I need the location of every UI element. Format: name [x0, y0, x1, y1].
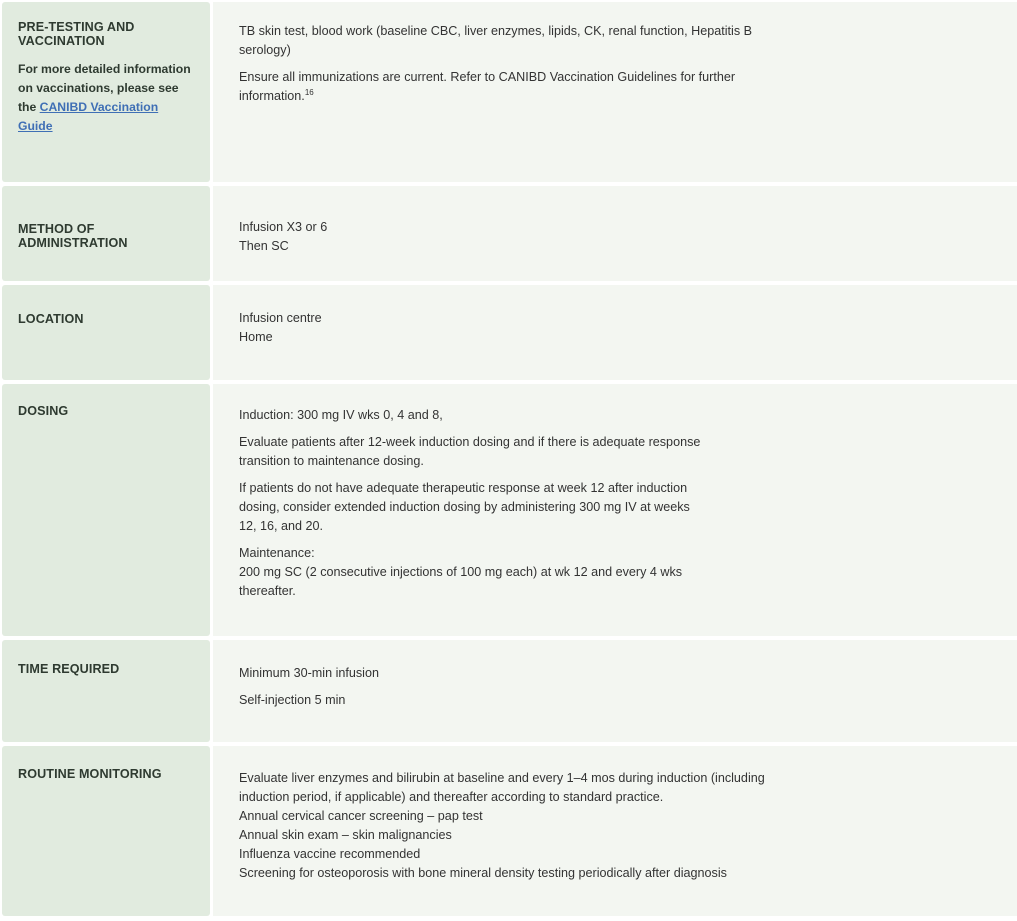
pretesting-immunization-body: Ensure all immunizations are current. Refer to CANIBD Vaccination Guidelines for further information. — [239, 70, 736, 103]
monitoring-skin-text: Annual skin exam – skin malignancies — [239, 828, 452, 842]
label-cell-pretesting — [2, 2, 210, 182]
label-time: TIME REQUIRED — [18, 662, 120, 676]
row-location — [2, 285, 1017, 380]
label-cell-monitoring — [2, 746, 210, 916]
dosing-evaluate-text: Evaluate patients after 12-week induction dosing and if there is adequate response transition to maintenance dosing. — [239, 435, 701, 468]
time-infusion-text: Minimum 30-min infusion — [239, 666, 379, 680]
dosing-maintenance-title: Maintenance: — [239, 546, 315, 560]
row-dosing — [2, 384, 1017, 636]
content-time — [213, 640, 1017, 742]
monitoring-influenza-text: Influenza vaccine recommended — [239, 847, 421, 861]
monitoring-cervical-text: Annual cervical cancer screening – pap test — [239, 809, 483, 823]
vaccination-note — [18, 60, 194, 136]
label-monitoring: ROUTINE MONITORING — [18, 767, 162, 781]
monitoring-osteoporosis-text: Screening for osteoporosis with bone mineral density testing periodically after diagnosis — [239, 866, 727, 880]
content-pretesting — [213, 2, 1017, 182]
content-monitoring — [213, 746, 1017, 916]
canibd-vaccination-guide-link[interactable]: CANIBD Vaccination Guide — [18, 100, 159, 133]
time-self-injection-text: Self-injection 5 min — [239, 693, 346, 707]
dosing-maintenance-text: 200 mg SC (2 consecutive injections of 100 mg each) at wk 12 and every 4 wks thereafter. — [239, 565, 683, 598]
label-pretesting: PRE-TESTING AND VACCINATION — [18, 20, 135, 48]
reference-superscript: 16 — [304, 87, 314, 97]
label-dosing: DOSING — [18, 404, 69, 418]
location-home-text: Home — [239, 330, 273, 344]
row-method — [2, 186, 1017, 281]
monitoring-liver-text: Evaluate liver enzymes and bilirubin at baseline and every 1–4 mos during induction (including induction period, if applicable) and thereafter according to standard practice. — [239, 771, 765, 804]
row-monitoring — [2, 746, 1017, 916]
vaccination-note-text: For more detailed information on vaccinations, please see the — [18, 62, 191, 114]
pretesting-bloodwork-text: TB skin test, blood work (baseline CBC, liver enzymes, lipids, CK, renal function, Hepatitis B serology) — [239, 24, 753, 57]
content-method — [213, 186, 1017, 281]
label-cell-location — [2, 285, 210, 380]
treatment-info-table — [2, 2, 1017, 916]
dosing-extended-induction-text: If patients do not have adequate therapeutic response at week 12 after induction dosing, consider extended induction dosing by administering 300 mg IV at weeks 12, 16, and 20. — [239, 481, 690, 533]
row-time — [2, 640, 1017, 742]
label-cell-dosing — [2, 384, 210, 636]
content-dosing — [213, 384, 1017, 636]
label-location: LOCATION — [18, 312, 84, 326]
label-cell-method — [2, 186, 210, 281]
label-method: METHOD OF ADMINISTRATION — [18, 222, 128, 250]
row-pretesting — [2, 2, 1017, 182]
pretesting-immunization-text — [239, 68, 779, 106]
location-infusion-centre-text: Infusion centre — [239, 311, 322, 325]
dosing-induction-text: Induction: 300 mg IV wks 0, 4 and 8, — [239, 408, 443, 422]
content-location — [213, 285, 1017, 380]
method-infusion-text: Infusion X3 or 6 — [239, 220, 328, 234]
label-cell-time — [2, 640, 210, 742]
method-sc-text: Then SC — [239, 239, 289, 253]
